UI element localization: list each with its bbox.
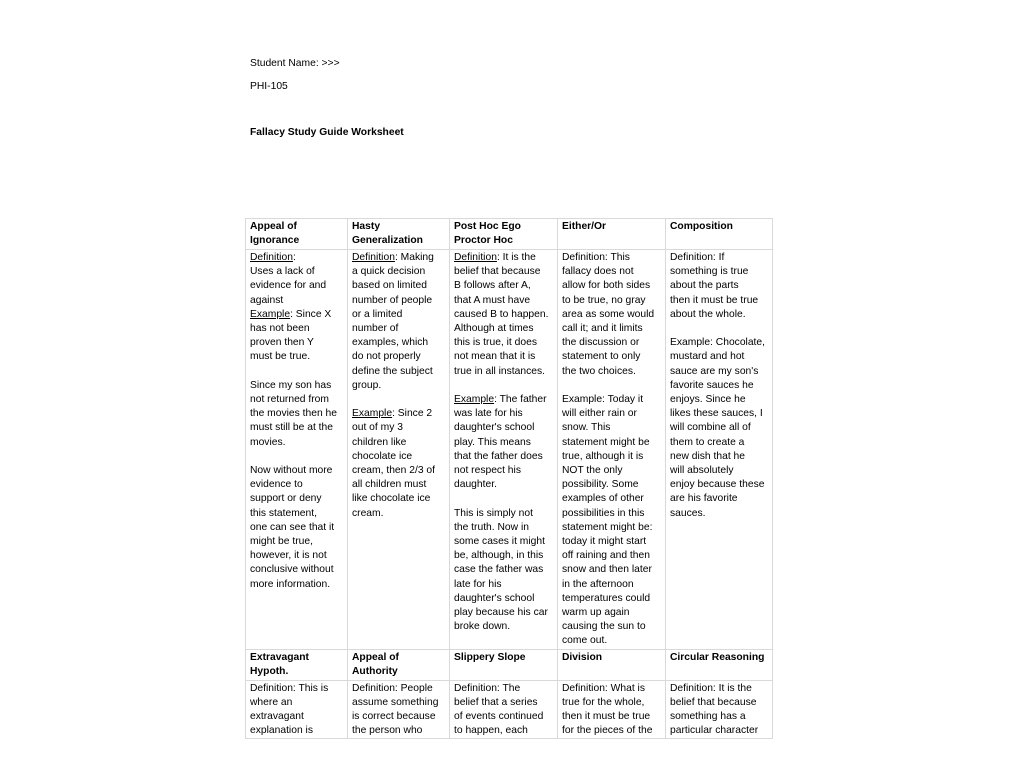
cell-line: snow and then later [562, 564, 652, 576]
course-code: PHI-105 [250, 81, 288, 92]
header-text: Circular Reasoning [670, 651, 765, 663]
cell-line: evidence to [250, 479, 303, 491]
cell-line: then it must be true [562, 711, 651, 723]
document-title: Fallacy Study Guide Worksheet [250, 127, 404, 138]
cell-line: particular character [670, 725, 759, 737]
cell-line: number of [352, 323, 399, 335]
cell-line: to happen, each [454, 725, 528, 737]
cell-line: be, although, in this [454, 550, 544, 562]
paragraph-gap [454, 379, 553, 393]
cell-text [250, 251, 343, 592]
cell-line: might be true, [250, 536, 313, 548]
cell-text [352, 251, 445, 521]
cell-line: statement to only [562, 351, 641, 363]
header-text: Appeal of Authority [352, 651, 399, 677]
cell-line: has not been [250, 323, 310, 335]
cell-line: snow. This [562, 422, 611, 434]
cell-line: come out. [562, 635, 608, 647]
cell-line: statement might be [562, 436, 650, 448]
body-either-or [558, 250, 666, 650]
cell-line: against [250, 294, 284, 306]
underlined-term: Example [352, 408, 393, 420]
cell-line: that the father does [454, 450, 543, 462]
cell-line: true in all instances. [454, 365, 546, 377]
student-name-line: Student Name: >>> [250, 58, 340, 69]
cell-line: of events continued [454, 711, 544, 723]
cell-line: possibilities in this [562, 507, 645, 519]
cell-line: favorite sauces he [670, 379, 754, 391]
header-post-hoc [450, 219, 558, 250]
cell-line: chocolate ice [352, 450, 413, 462]
cell-text [670, 682, 768, 739]
header-division [558, 649, 666, 680]
cell-line: them to create a [670, 436, 745, 448]
cell-line: Since my son has [250, 379, 332, 391]
cell-line: will combine all of [670, 422, 751, 434]
body-extravagant-hypoth [246, 680, 348, 739]
cell-line: extravagant [250, 711, 304, 723]
cell-line: support or deny [250, 493, 322, 505]
cell-line: play because his car [454, 607, 548, 619]
underlined-term: Definition [352, 252, 395, 263]
cell-line: that A must have [454, 294, 531, 306]
cell-line: is correct because [352, 711, 436, 723]
cell-line: causing the sun to [562, 621, 646, 633]
cell-line: about the whole. [670, 308, 746, 320]
cell-line: allow for both sides [562, 280, 651, 292]
cell-text [562, 682, 661, 739]
cell-line: Uses a lack of [250, 266, 315, 278]
paragraph-gap [562, 379, 661, 393]
cell-line: daughter. [454, 479, 497, 491]
header-either-or [558, 219, 666, 250]
cell-line: Example: Since 2 [352, 408, 433, 420]
cell-line: out of my 3 [352, 422, 403, 434]
header-text: Hasty Generalization [352, 221, 423, 247]
cell-line: Definition: The [454, 682, 521, 694]
cell-line: Example: Since X [250, 308, 332, 320]
body-division [558, 680, 666, 739]
cell-line: like chocolate ice [352, 493, 431, 505]
cell-line: all children must [352, 479, 427, 491]
cell-line: warm up again [562, 607, 630, 619]
cell-line: the two choices. [562, 365, 636, 377]
cell-line: Definition: [250, 252, 296, 263]
cell-line: today it might start [562, 536, 647, 548]
cell-line: daughter's school [454, 592, 535, 604]
cell-line: or a limited [352, 308, 403, 320]
body-appeal-of-authority [348, 680, 450, 739]
header-circular-reasoning [666, 649, 773, 680]
paragraph-gap [670, 322, 768, 336]
cell-line: enjoy because these [670, 479, 765, 491]
header-text: Extravagant Hypoth. [250, 651, 309, 677]
cell-line: more information. [250, 578, 331, 590]
header-text: Post Hoc Ego Proctor Hoc [454, 221, 521, 247]
cell-line: broke down. [454, 621, 511, 633]
cell-line: Example: The father [454, 394, 547, 406]
underlined-term: Definition [250, 252, 293, 263]
cell-line: off raining and then [562, 550, 650, 562]
cell-line: cream, then 2/3 of [352, 465, 435, 477]
cell-line: something is true [670, 266, 749, 278]
body-post-hoc [450, 250, 558, 650]
cell-line: however, it is not [250, 550, 327, 562]
cell-line: will absolutely [670, 465, 734, 477]
header-composition [666, 219, 773, 250]
cell-line: this statement, [250, 507, 317, 519]
cell-line: belief that because [670, 696, 757, 708]
cell-line: conclusive without [250, 564, 334, 576]
body-hasty-generalization [348, 250, 450, 650]
cell-line: possibility. Some [562, 479, 639, 491]
cell-line: where an [250, 696, 293, 708]
cell-line: Example: Today it [562, 394, 644, 406]
cell-line: not respect his [454, 465, 521, 477]
cell-line: B follows after A, [454, 280, 531, 292]
header-appeal-of-ignorance [246, 219, 348, 250]
cell-line: the truth. Now in [454, 521, 529, 533]
header-text: Composition [670, 221, 733, 232]
header-text: Appeal of Ignorance [250, 221, 300, 247]
cell-line: assume something [352, 696, 439, 708]
cell-text [352, 682, 445, 739]
underlined-term: Example [250, 308, 291, 320]
cell-line: Definition: This is [250, 682, 329, 694]
cell-line: daughter's school [454, 422, 535, 434]
cell-line: Although at times [454, 323, 534, 335]
paragraph-gap [250, 365, 343, 379]
cell-line: the movies then he [250, 408, 338, 420]
cell-line: true for the whole, [562, 696, 645, 708]
cell-line: Definition: It is the [670, 682, 752, 694]
cell-line: this is true, it does [454, 337, 537, 349]
cell-line: evidence for and [250, 280, 327, 292]
cell-line: examples of other [562, 493, 644, 505]
header-appeal-of-authority [348, 649, 450, 680]
cell-line: late for his [454, 578, 502, 590]
cell-line: something has a [670, 711, 746, 723]
cell-line: statement might be: [562, 521, 653, 533]
cell-line: examples, which [352, 337, 429, 349]
cell-line: are his favorite [670, 493, 738, 505]
cell-line: Definition: It is the [454, 252, 536, 263]
cell-line: play. This means [454, 436, 531, 448]
cell-line: new dish that he [670, 450, 745, 462]
header-slippery-slope [450, 649, 558, 680]
cell-line: sauce are my son's [670, 365, 759, 377]
cell-line: define the subject [352, 365, 433, 377]
header-text: Either/Or [562, 221, 607, 232]
cell-line: for the pieces of the [562, 725, 653, 737]
cell-line: in the afternoon [562, 578, 634, 590]
cell-line: caused B to happen. [454, 308, 549, 320]
cell-line: sauces. [670, 507, 706, 519]
cell-line: Definition: What is [562, 682, 645, 694]
cell-line: fallacy does not [562, 266, 634, 278]
cell-text [454, 682, 553, 739]
cell-line: cream. [352, 507, 384, 519]
cell-line: movies. [250, 436, 286, 448]
cell-line: mustard and hot [670, 351, 745, 363]
cell-line: proven then Y [250, 337, 314, 349]
cell-line: not returned from [250, 394, 329, 406]
fallacy-table [245, 218, 773, 739]
cell-line: NOT the only [562, 465, 623, 477]
paragraph-gap [352, 393, 445, 407]
cell-text [670, 251, 768, 521]
cell-line: group. [352, 379, 382, 391]
header-hasty-generalization [348, 219, 450, 250]
cell-text [562, 251, 661, 649]
header-text: Slippery Slope [454, 651, 526, 663]
underlined-term: Example [454, 394, 495, 406]
cell-line: about the parts [670, 280, 739, 292]
cell-line: case the father was [454, 564, 544, 576]
body-slippery-slope [450, 680, 558, 739]
cell-line: true, although it is [562, 450, 644, 462]
cell-line: will either rain or [562, 408, 637, 420]
cell-text [454, 251, 553, 634]
cell-text [250, 682, 343, 739]
cell-line: Now without more [250, 465, 333, 477]
cell-line: enjoys. Since he [670, 394, 746, 406]
cell-line: Definition: This [562, 252, 630, 263]
paragraph-gap [454, 492, 553, 506]
cell-line: temperatures could [562, 592, 651, 604]
cell-line: the person who [352, 725, 423, 737]
underlined-term: Definition [454, 252, 497, 263]
cell-line: number of people [352, 294, 433, 306]
cell-line: belief that because [454, 266, 541, 278]
cell-line: then it must be true [670, 294, 759, 306]
cell-line: belief that a series [454, 696, 538, 708]
cell-line: some cases it might [454, 536, 545, 548]
cell-line: call it; and it limits [562, 323, 643, 335]
cell-line: area as some would [562, 308, 655, 320]
cell-line: Definition: People [352, 682, 433, 694]
cell-line: This is simply not [454, 507, 533, 519]
cell-line: a quick decision [352, 266, 426, 278]
header-text: Division [562, 651, 603, 663]
cell-line: the discussion or [562, 337, 640, 349]
body-appeal-of-ignorance [246, 250, 348, 650]
cell-line: Definition: Making [352, 252, 434, 263]
cell-line: one can see that it [250, 521, 335, 533]
body-circular-reasoning [666, 680, 773, 739]
cell-line: likes these sauces, I [670, 408, 763, 420]
cell-line: children like [352, 436, 407, 448]
cell-line: based on limited [352, 280, 427, 292]
cell-line: was late for his [454, 408, 523, 420]
cell-line: Example: Chocolate, [670, 337, 766, 349]
header-extravagant-hypoth [246, 649, 348, 680]
cell-line: do not properly [352, 351, 421, 363]
paragraph-gap [250, 450, 343, 464]
cell-line: must be true. [250, 351, 311, 363]
cell-line: explanation is [250, 725, 313, 737]
body-composition [666, 250, 773, 650]
cell-line: to be true, no gray [562, 294, 646, 306]
cell-line: must still be at the [250, 422, 333, 434]
cell-line: not mean that it is [454, 351, 536, 363]
cell-line: Definition: If [670, 252, 725, 263]
